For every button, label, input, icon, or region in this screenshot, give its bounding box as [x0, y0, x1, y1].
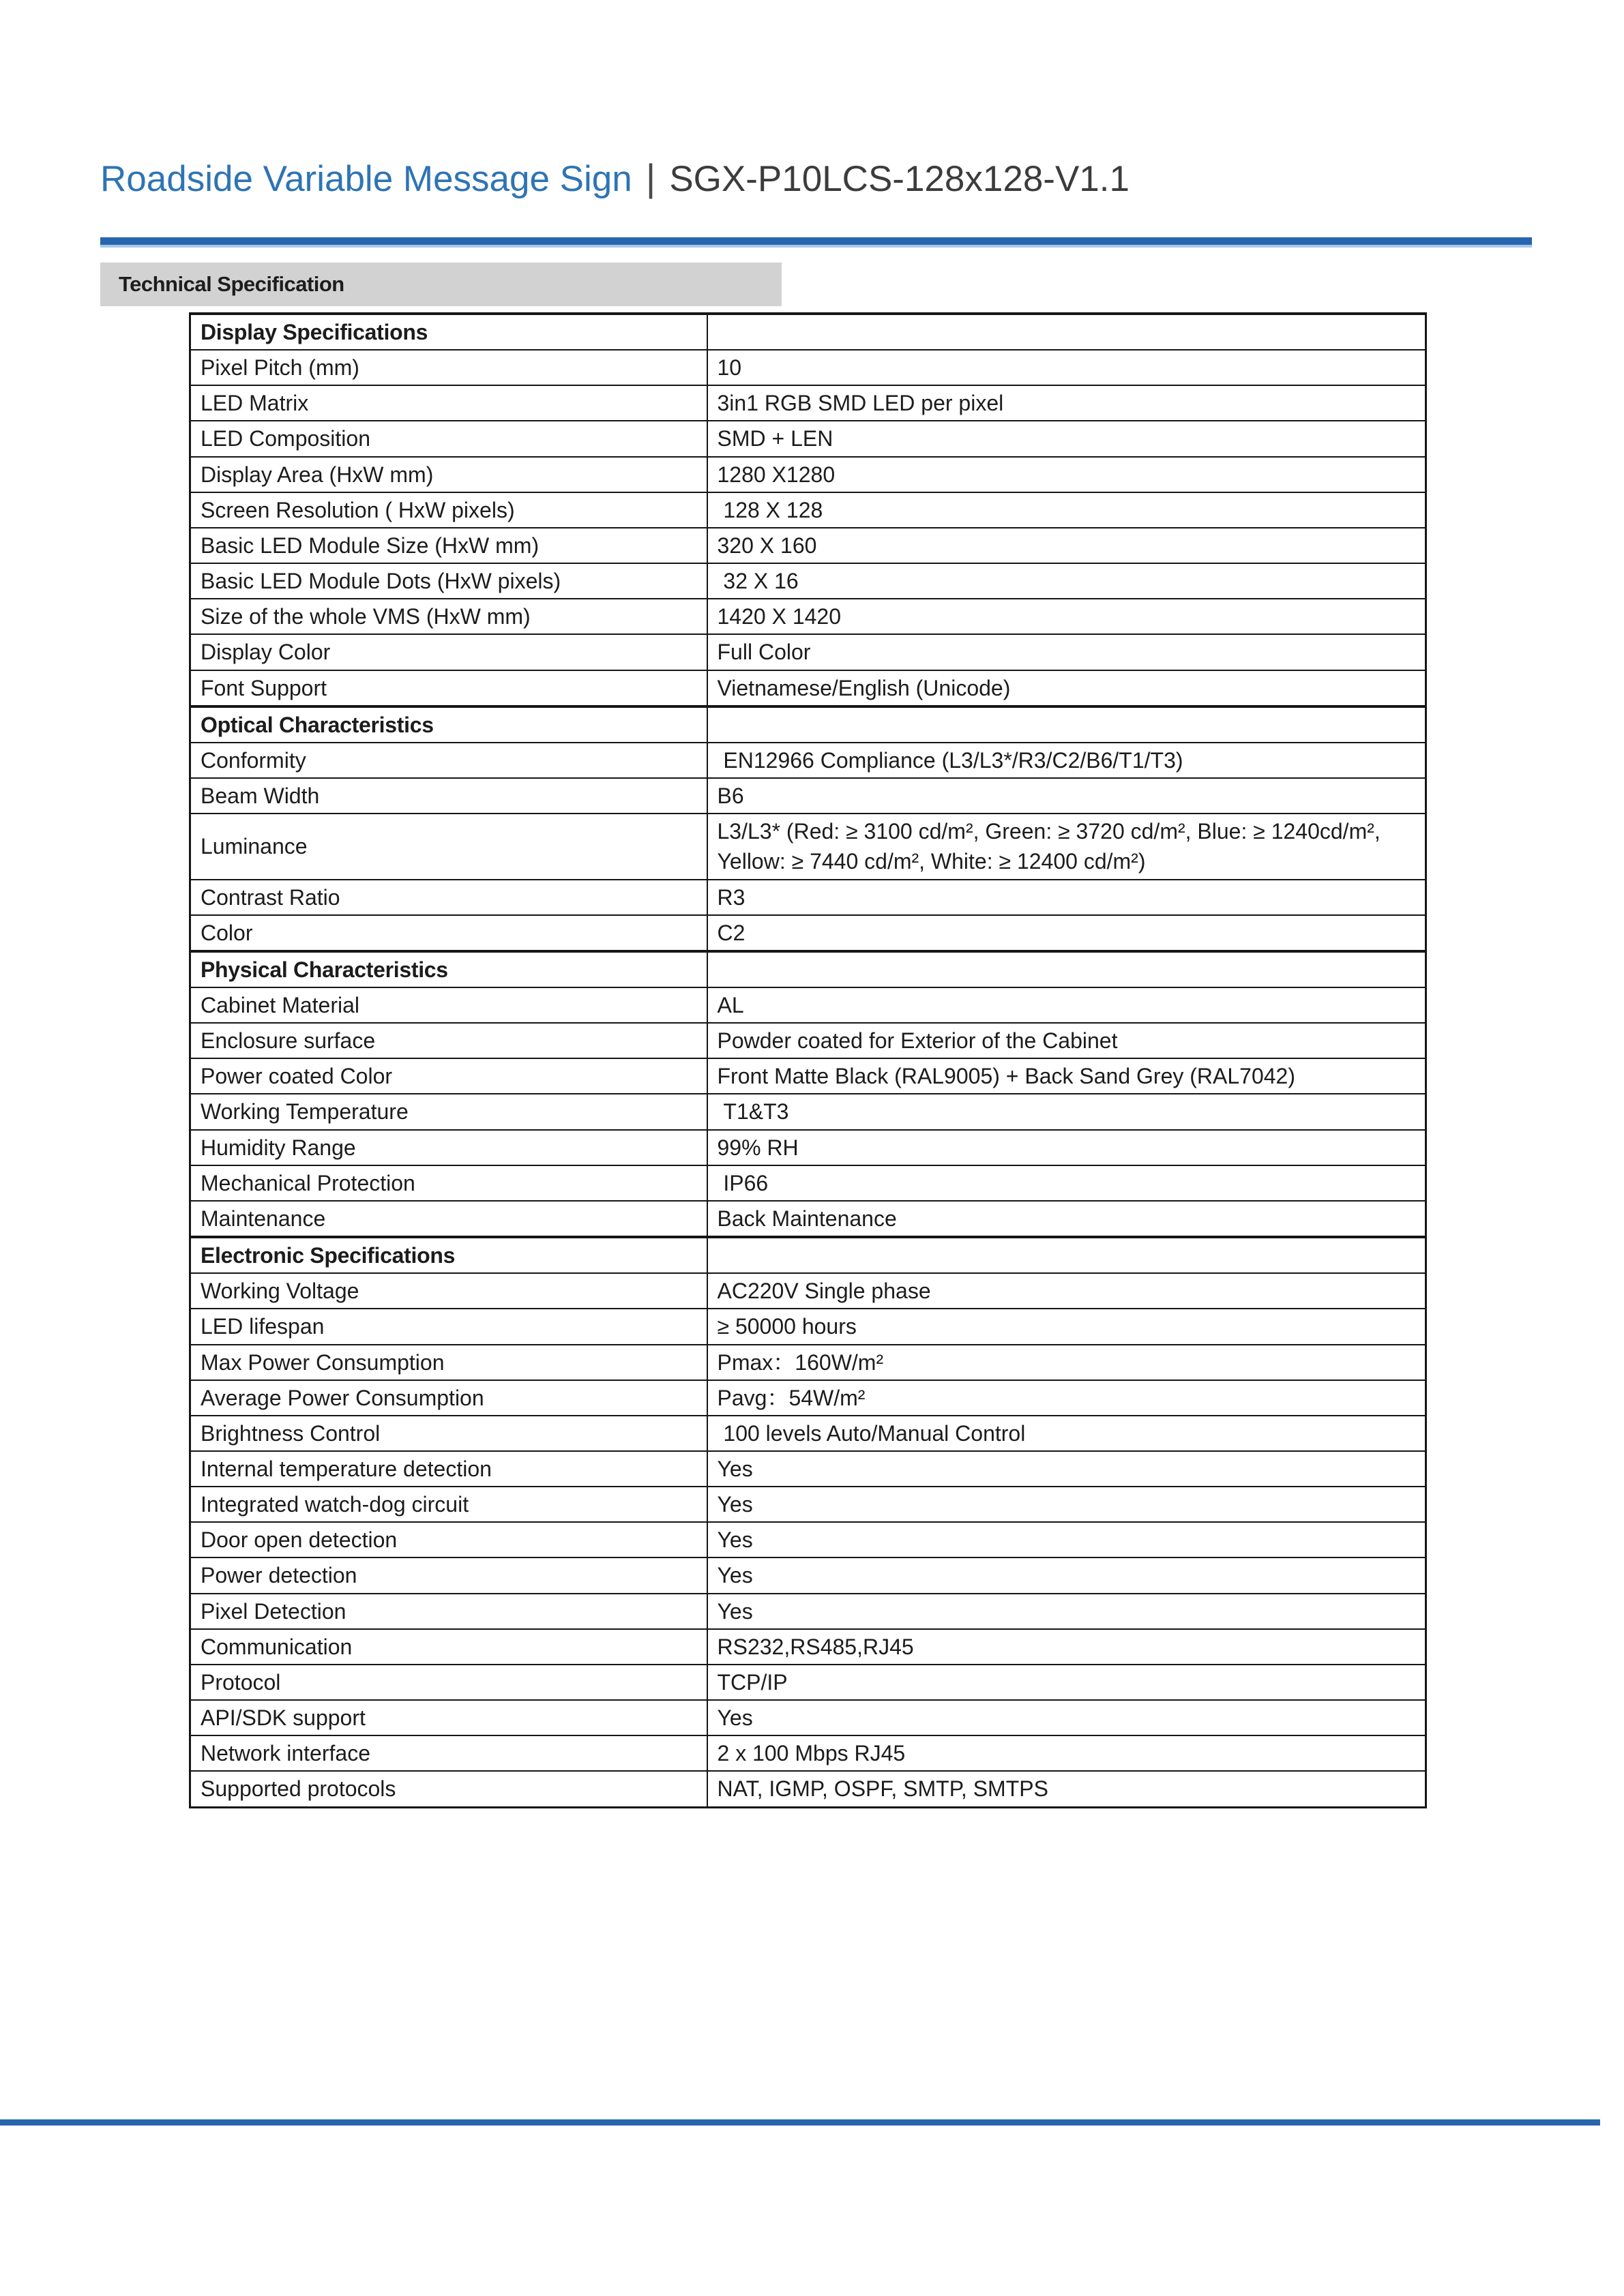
table-row	[190, 1771, 1426, 1807]
table-row	[190, 599, 1426, 634]
table-row	[190, 880, 1426, 915]
table-row	[190, 1487, 1426, 1522]
table-row	[190, 1023, 1426, 1058]
spec-value: 128 X 128	[707, 492, 1426, 528]
spec-value: AC220V Single phase	[707, 1273, 1426, 1309]
spec-name: Basic LED Module Size (HxW mm)	[190, 528, 707, 563]
spec-name: Pixel Detection	[190, 1594, 707, 1629]
spec-name: Size of the whole VMS (HxW mm)	[190, 599, 707, 634]
spec-value: 99% RH	[707, 1130, 1426, 1165]
spec-value: Yes	[707, 1487, 1426, 1522]
spec-name: LED Composition	[190, 421, 707, 456]
spec-name: Integrated watch-dog circuit	[190, 1487, 707, 1522]
spec-name: Pixel Pitch (mm)	[190, 350, 707, 385]
specification-table	[189, 312, 1427, 1808]
table-row	[190, 1594, 1426, 1629]
spec-name: Basic LED Module Dots (HxW pixels)	[190, 563, 707, 599]
spec-value: Yes	[707, 1594, 1426, 1629]
spec-value: 320 X 160	[707, 528, 1426, 563]
spec-table-body	[190, 314, 1426, 1807]
table-row	[190, 1201, 1426, 1237]
spec-name: Cabinet Material	[190, 987, 707, 1023]
spec-name: Conformity	[190, 743, 707, 778]
spec-value: L3/L3* (Red: ≥ 3100 cd/m², Green: ≥ 3720 cd/m², Blue: ≥ 1240cd/m², Yellow: ≥ 7440 cd/m², White: ≥ 12400 cd/m²)	[707, 814, 1426, 879]
spec-value: TCP/IP	[707, 1665, 1426, 1700]
table-row	[190, 1629, 1426, 1665]
spec-name: Supported protocols	[190, 1771, 707, 1807]
table-row	[190, 457, 1426, 492]
table-row	[190, 1522, 1426, 1557]
spec-value: Yes	[707, 1522, 1426, 1557]
table-row	[190, 350, 1426, 385]
technical-specification-banner	[100, 263, 782, 306]
section-row	[190, 314, 1426, 350]
spec-value: R3	[707, 880, 1426, 915]
spec-name: Maintenance	[190, 1201, 707, 1237]
section-title: Physical Characteristics	[190, 951, 707, 987]
spec-value: Pmax：160W/m²	[707, 1345, 1426, 1380]
spec-value: Vietnamese/English (Unicode)	[707, 670, 1426, 706]
spec-name: Beam Width	[190, 778, 707, 814]
table-row	[190, 987, 1426, 1023]
spec-value	[707, 1237, 1426, 1273]
table-row	[190, 563, 1426, 599]
section-title: Electronic Specifications	[190, 1237, 707, 1273]
table-row	[190, 1130, 1426, 1165]
spec-name: Communication	[190, 1629, 707, 1665]
table-row	[190, 385, 1426, 421]
spec-value: Back Maintenance	[707, 1201, 1426, 1237]
spec-value: Yes	[707, 1557, 1426, 1593]
table-row	[190, 915, 1426, 951]
spec-name: LED lifespan	[190, 1309, 707, 1344]
technical-specification-label: Technical Specification	[119, 272, 344, 296]
table-row	[190, 1309, 1426, 1344]
table-row	[190, 1165, 1426, 1201]
table-row	[190, 1058, 1426, 1094]
spec-name: Internal temperature detection	[190, 1451, 707, 1487]
spec-value: T1&T3	[707, 1094, 1426, 1129]
spec-value: 1420 X 1420	[707, 599, 1426, 634]
spec-value: Full Color	[707, 634, 1426, 670]
spec-value: Powder coated for Exterior of the Cabinet	[707, 1023, 1426, 1058]
document-header	[100, 155, 1130, 200]
product-model: SGX-P10LCS-128x128-V1.1	[669, 159, 1130, 199]
header-divider-rule	[100, 237, 1532, 248]
spec-value: ≥ 50000 hours	[707, 1309, 1426, 1344]
section-row	[190, 951, 1426, 987]
spec-name: Mechanical Protection	[190, 1165, 707, 1201]
table-row	[190, 1735, 1426, 1771]
spec-value: EN12966 Compliance (L3/L3*/R3/C2/B6/T1/T3)	[707, 743, 1426, 778]
table-row	[190, 492, 1426, 528]
spec-name: Working Temperature	[190, 1094, 707, 1129]
spec-name: Brightness Control	[190, 1416, 707, 1451]
spec-name: Door open detection	[190, 1522, 707, 1557]
spec-value: 10	[707, 350, 1426, 385]
spec-value: Yes	[707, 1700, 1426, 1735]
spec-value: NAT, IGMP, OSPF, SMTP, SMTPS	[707, 1771, 1426, 1807]
spec-value: RS232,RS485,RJ45	[707, 1629, 1426, 1665]
table-row	[190, 743, 1426, 778]
spec-value: 32 X 16	[707, 563, 1426, 599]
section-row	[190, 1237, 1426, 1273]
spec-name: Power detection	[190, 1557, 707, 1593]
spec-value: B6	[707, 778, 1426, 814]
spec-value: SMD + LEN	[707, 421, 1426, 456]
spec-name: Font Support	[190, 670, 707, 706]
spec-value	[707, 314, 1426, 350]
table-row	[190, 1557, 1426, 1593]
spec-name: LED Matrix	[190, 385, 707, 421]
table-row	[190, 814, 1426, 879]
table-row	[190, 1273, 1426, 1309]
spec-name: Display Area (HxW mm)	[190, 457, 707, 492]
spec-value: IP66	[707, 1165, 1426, 1201]
spec-value	[707, 706, 1426, 743]
spec-value: AL	[707, 987, 1426, 1023]
footer-divider-rule	[0, 2119, 1600, 2126]
section-row	[190, 706, 1426, 743]
table-row	[190, 1700, 1426, 1735]
spec-name: Color	[190, 915, 707, 951]
spec-value: 3in1 RGB SMD LED per pixel	[707, 385, 1426, 421]
spec-name: Luminance	[190, 814, 707, 879]
spec-name: Screen Resolution ( HxW pixels)	[190, 492, 707, 528]
table-row	[190, 1665, 1426, 1700]
spec-value: Front Matte Black (RAL9005) + Back Sand Grey (RAL7042)	[707, 1058, 1426, 1094]
page-title: Roadside Variable Message Sign	[100, 159, 632, 199]
table-row	[190, 1416, 1426, 1451]
spec-value: Yes	[707, 1451, 1426, 1487]
table-row	[190, 1345, 1426, 1380]
spec-value	[707, 951, 1426, 987]
spec-value: 1280 X1280	[707, 457, 1426, 492]
spec-name: Display Color	[190, 634, 707, 670]
section-title: Display Specifications	[190, 314, 707, 350]
spec-name: Humidity Range	[190, 1130, 707, 1165]
spec-name: API/SDK support	[190, 1700, 707, 1735]
spec-name: Max Power Consumption	[190, 1345, 707, 1380]
table-row	[190, 1380, 1426, 1416]
spec-name: Network interface	[190, 1735, 707, 1771]
spec-name: Contrast Ratio	[190, 880, 707, 915]
spec-value: C2	[707, 915, 1426, 951]
table-row	[190, 421, 1426, 456]
spec-value: 2 x 100 Mbps RJ45	[707, 1735, 1426, 1771]
spec-name: Working Voltage	[190, 1273, 707, 1309]
spec-name: Average Power Consumption	[190, 1380, 707, 1416]
spec-value: 100 levels Auto/Manual Control	[707, 1416, 1426, 1451]
table-row	[190, 634, 1426, 670]
section-title: Optical Characteristics	[190, 706, 707, 743]
spec-name: Enclosure surface	[190, 1023, 707, 1058]
table-row	[190, 1451, 1426, 1487]
spec-name: Protocol	[190, 1665, 707, 1700]
table-row	[190, 1094, 1426, 1129]
title-separator: |	[645, 156, 656, 199]
table-row	[190, 670, 1426, 706]
table-row	[190, 778, 1426, 814]
spec-name: Power coated Color	[190, 1058, 707, 1094]
table-row	[190, 528, 1426, 563]
spec-value: Pavg：54W/m²	[707, 1380, 1426, 1416]
